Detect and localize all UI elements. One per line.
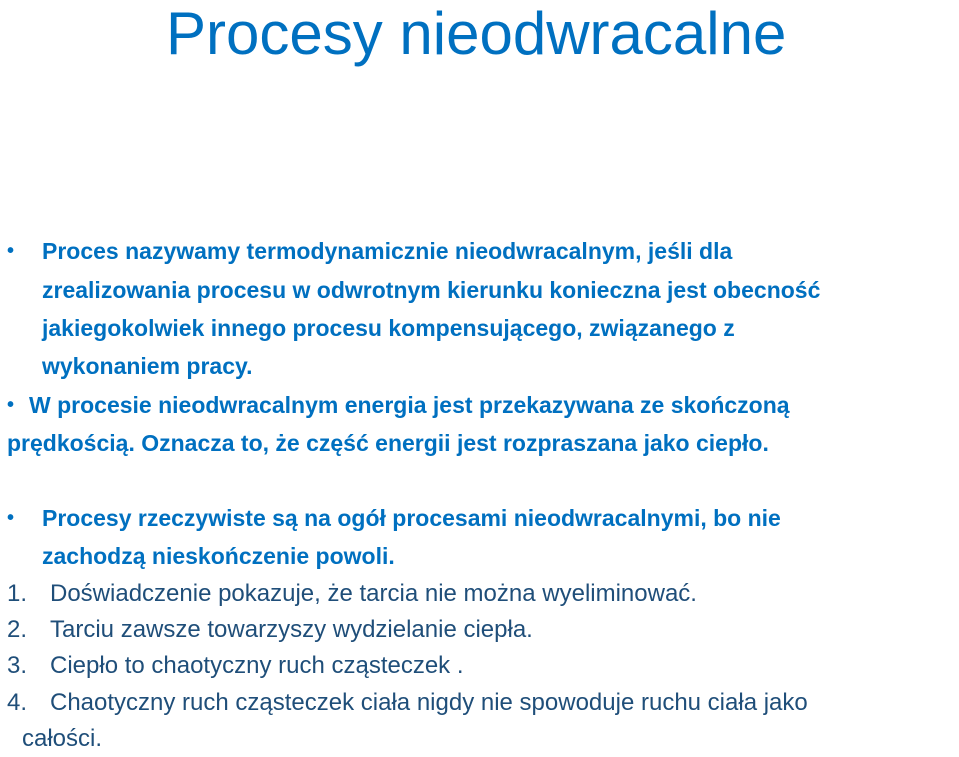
list-number: 2.	[7, 616, 28, 643]
bullet-2-line-1: W procesie nieodwracalnym energia jest przekazywana ze skończoną	[29, 392, 790, 418]
bullet-1-line-2: zrealizowania procesu w odwrotnym kierunku konieczna jest obecność	[42, 277, 821, 303]
list-item-text: Tarciu zawsze towarzyszy wydzielanie ciepła.	[50, 616, 533, 643]
list-item-text: Doświadczenie pokazuje, że tarcia nie można wyeliminować.	[50, 580, 697, 607]
bullet-1-line-4: wykonaniem pracy.	[42, 353, 253, 379]
bullet-1-line-1: Proces nazywamy termodynamicznie nieodwracalnym, jeśli dla	[42, 238, 733, 264]
list-item-text-line-2: całości.	[22, 725, 103, 752]
bullet-dot: •	[7, 240, 15, 262]
list-item-text: Ciepło to chaotyczny ruch cząsteczek .	[50, 652, 464, 679]
bullet-dot: •	[7, 507, 15, 529]
list-number: 4.	[7, 689, 28, 716]
list-number: 3.	[7, 652, 28, 679]
bullet-1-line-3: jakiegokolwiek innego procesu kompensującego, związanego z	[42, 315, 735, 341]
bullet-3-line-2: zachodzą nieskończenie powoli.	[42, 543, 395, 569]
bullet-3-line-1: Procesy rzeczywiste są na ogół procesami nieodwracalnymi, bo nie	[42, 505, 781, 531]
list-number: 1.	[7, 580, 28, 607]
list-item-text-line-1: Chaotyczny ruch cząsteczek ciała nigdy nie spowoduje ruchu ciała jako	[50, 689, 808, 716]
bullet-2-line-2: prędkością. Oznacza to, że część energii jest rozpraszana jako ciepło.	[7, 430, 769, 456]
bullet-dot: •	[7, 394, 15, 416]
slide-title: Procesy nieodwracalne	[166, 0, 787, 67]
